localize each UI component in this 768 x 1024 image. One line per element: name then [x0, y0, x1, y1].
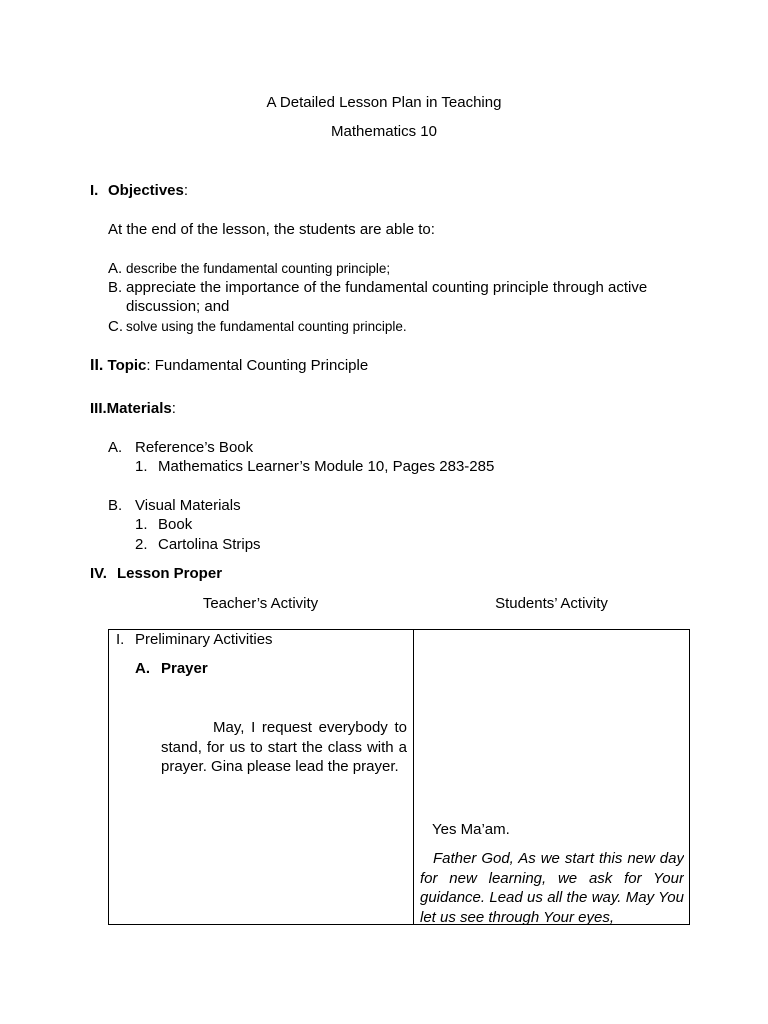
student-activity-header: Students’ Activity [495, 595, 608, 612]
topic-value: : Fundamental Counting Principle [146, 357, 369, 374]
objectives-heading [108, 181, 188, 200]
document-title: A Detailed Lesson Plan in Teaching [266, 94, 502, 111]
materials-b-letter: B. [108, 497, 123, 514]
materials-a-label: Reference’s Book [135, 439, 254, 456]
document-subtitle: Mathematics 10 [331, 123, 437, 140]
objectives-heading-text: Objectives [108, 182, 184, 199]
objectives-numeral: I. [90, 182, 99, 199]
objective-b-text-line2: discussion; and [126, 298, 230, 315]
objective-a-text: describe the fundamental counting principle; [126, 261, 391, 276]
teacher-activity-header: Teacher’s Activity [202, 595, 319, 612]
topic-numeral: II. [90, 357, 104, 374]
materials-a-item-1-text: Mathematics Learner’s Module 10, Pages 283-285 [158, 458, 495, 475]
teacher-prayer-instruction: May, I request everybody to stand, for us to start the class with a prayer. Gina please lead the prayer. [161, 719, 407, 775]
materials-line [90, 399, 176, 418]
materials-a-item-1-num: 1. [135, 458, 148, 475]
objectives-colon: : [183, 182, 189, 199]
objective-b-text-line1: appreciate the importance of the fundamental counting principle through active [126, 279, 648, 296]
section-numeral: I. [116, 631, 125, 648]
materials-b-item-2-text: Cartolina Strips [158, 536, 261, 553]
materials-b-label: Visual Materials [135, 497, 241, 514]
objective-c-letter: C. [108, 318, 123, 335]
materials-b-item-1-num: 1. [135, 516, 148, 533]
objective-b-letter: B. [108, 279, 123, 296]
lesson-proper-heading: Lesson Proper [117, 565, 223, 582]
materials-colon: : [171, 400, 176, 417]
lesson-table [108, 629, 690, 925]
objective-a-letter: A. [108, 260, 123, 277]
section-label: Preliminary Activities [135, 631, 273, 648]
student-prayer: Father God, As we start this new day for new learning, we ask for Your guidance. Lead us all the way. May You let us see through Your eyes, [420, 850, 684, 925]
subsection-letter: A. [135, 660, 150, 677]
objectives-intro: At the end of the lesson, the students are able to: [108, 221, 435, 238]
materials-b-item-1-text: Book [158, 516, 193, 533]
materials-a-letter: A. [108, 439, 123, 456]
student-reply: Yes Ma’am. [432, 821, 510, 838]
materials-numeral: III. [90, 400, 107, 417]
table-column-divider [413, 630, 414, 924]
topic-line [90, 356, 368, 375]
subsection-label: Prayer [161, 660, 208, 677]
objective-c-text: solve using the fundamental counting principle. [126, 319, 407, 334]
topic-heading: Topic [107, 357, 147, 374]
lesson-proper-numeral: IV. [90, 565, 107, 582]
materials-b-item-2-num: 2. [135, 536, 148, 553]
materials-heading: Materials [106, 400, 172, 417]
